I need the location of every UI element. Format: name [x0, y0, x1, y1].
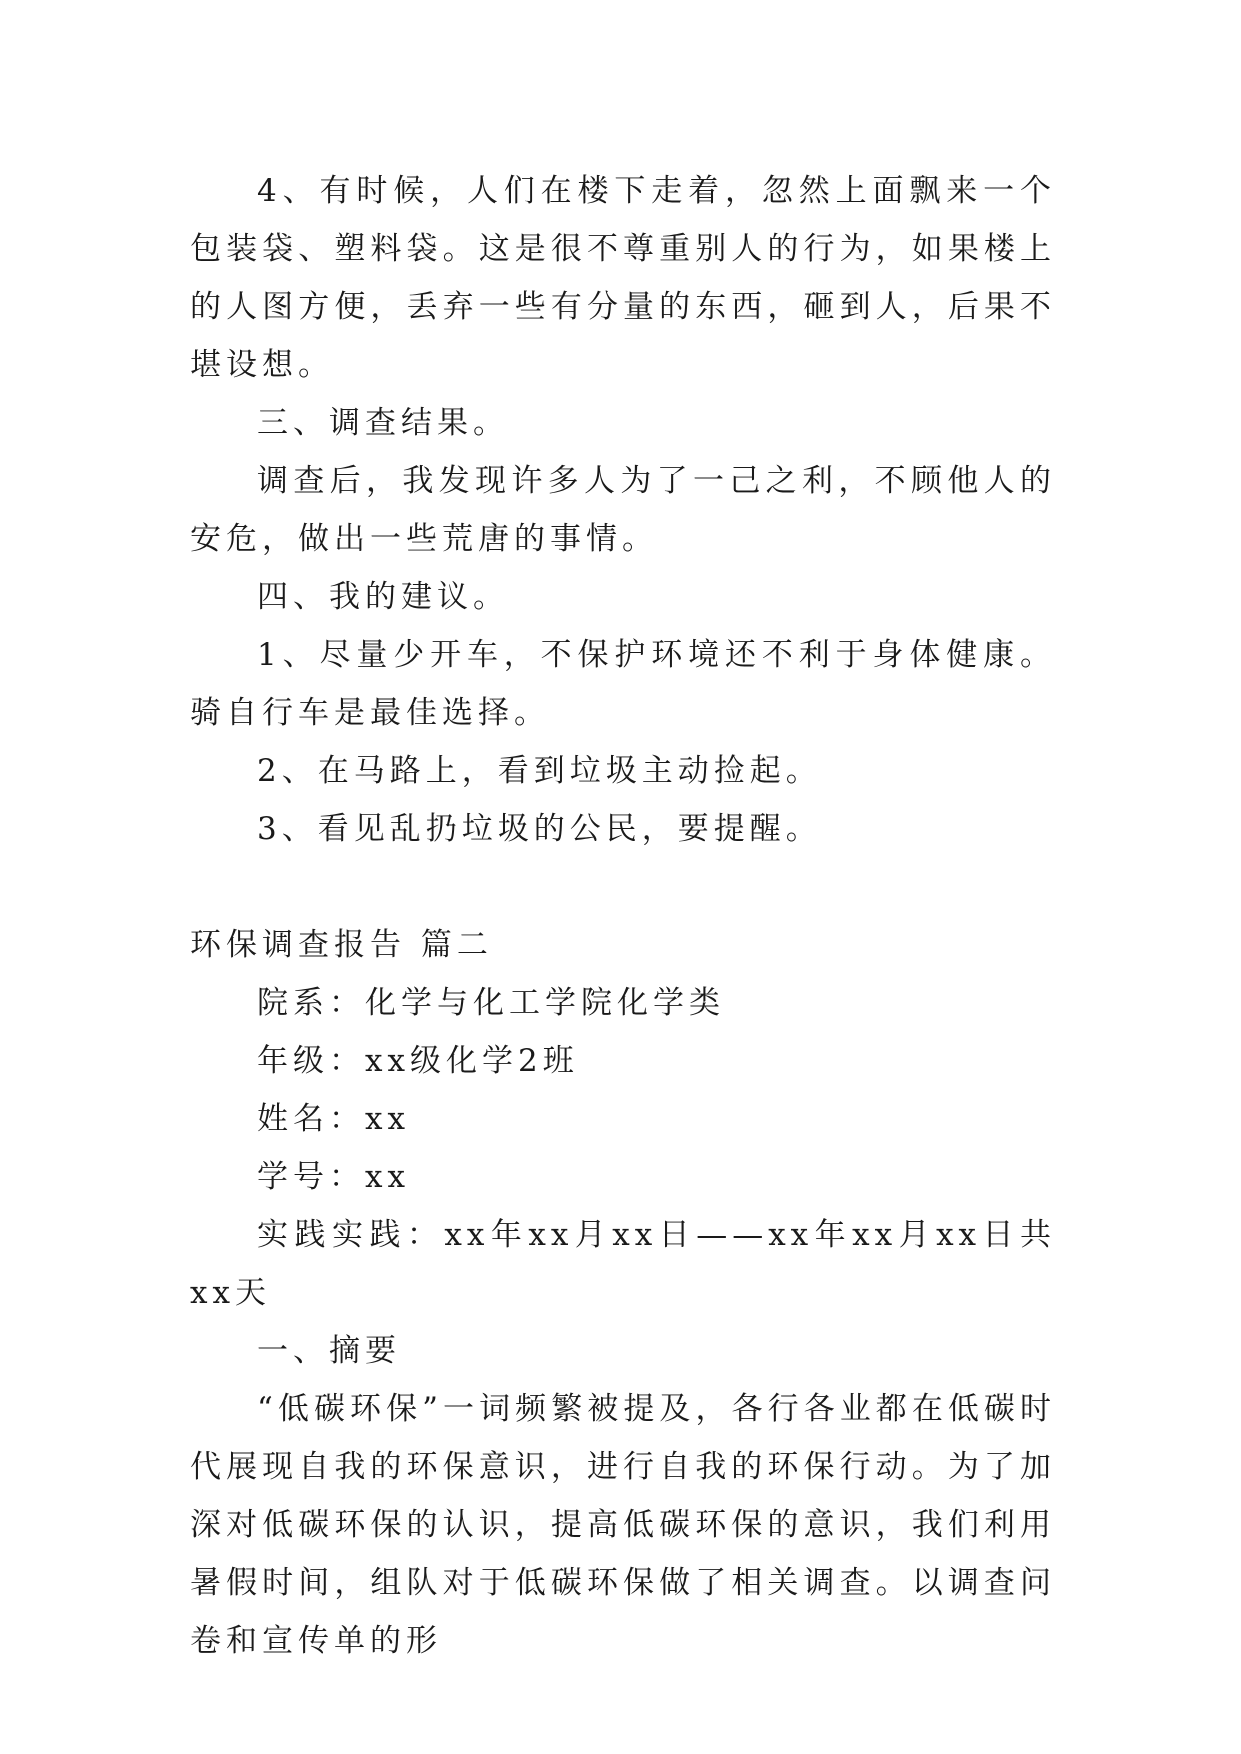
- paragraph-balcony-littering: 4、有时候，人们在楼下走着，忽然上面飘来一个包装袋、塑料袋。这是很不尊重别人的行为，如果楼上的人图方便，丢弃一些有分量的东西，砸到人，后果不堪设想。: [190, 173, 1056, 383]
- paragraph-abstract: “低碳环保”一词频繁被提及，各行各业都在低碳时代展现自我的环保意识，进行自我的环保行动。为了加深对低碳环保的认识，提高低碳环保的意识，我们利用暑假时间，组队对于低碳环保做了相关调查。以调查问卷和宣传单的形: [190, 1391, 1056, 1659]
- suggestion-item-2: 2、在马路上，看到垃圾主动捡起。: [257, 753, 822, 789]
- info-practice-period: 实践实践：xx年xx月xx日——xx年xx月xx日共xx天: [190, 1217, 1056, 1311]
- suggestion-item-1: 1、尽量少开车，不保护环境还不利于身体健康。骑自行车是最佳选择。: [190, 637, 1056, 731]
- info-grade: 年级：xx级化学2班: [257, 1043, 579, 1079]
- section-spacer: [190, 858, 1056, 916]
- document-body: [190, 162, 1056, 1670]
- suggestion-item-3: 3、看见乱扔垃圾的公民，要提醒。: [257, 811, 822, 847]
- info-department: 院系：化学与化工学院化学类: [257, 985, 725, 1021]
- section-heading-abstract: 一、摘要: [257, 1333, 401, 1369]
- section-heading-results: 三、调查结果。: [257, 405, 509, 441]
- report-title: 环保调查报告 篇二: [190, 927, 493, 963]
- info-student-id: 学号：xx: [257, 1159, 410, 1195]
- info-name: 姓名：xx: [257, 1101, 410, 1137]
- paragraph-results: 调查后，我发现许多人为了一己之利，不顾他人的安危，做出一些荒唐的事情。: [190, 463, 1056, 557]
- section-heading-suggestions: 四、我的建议。: [257, 579, 509, 615]
